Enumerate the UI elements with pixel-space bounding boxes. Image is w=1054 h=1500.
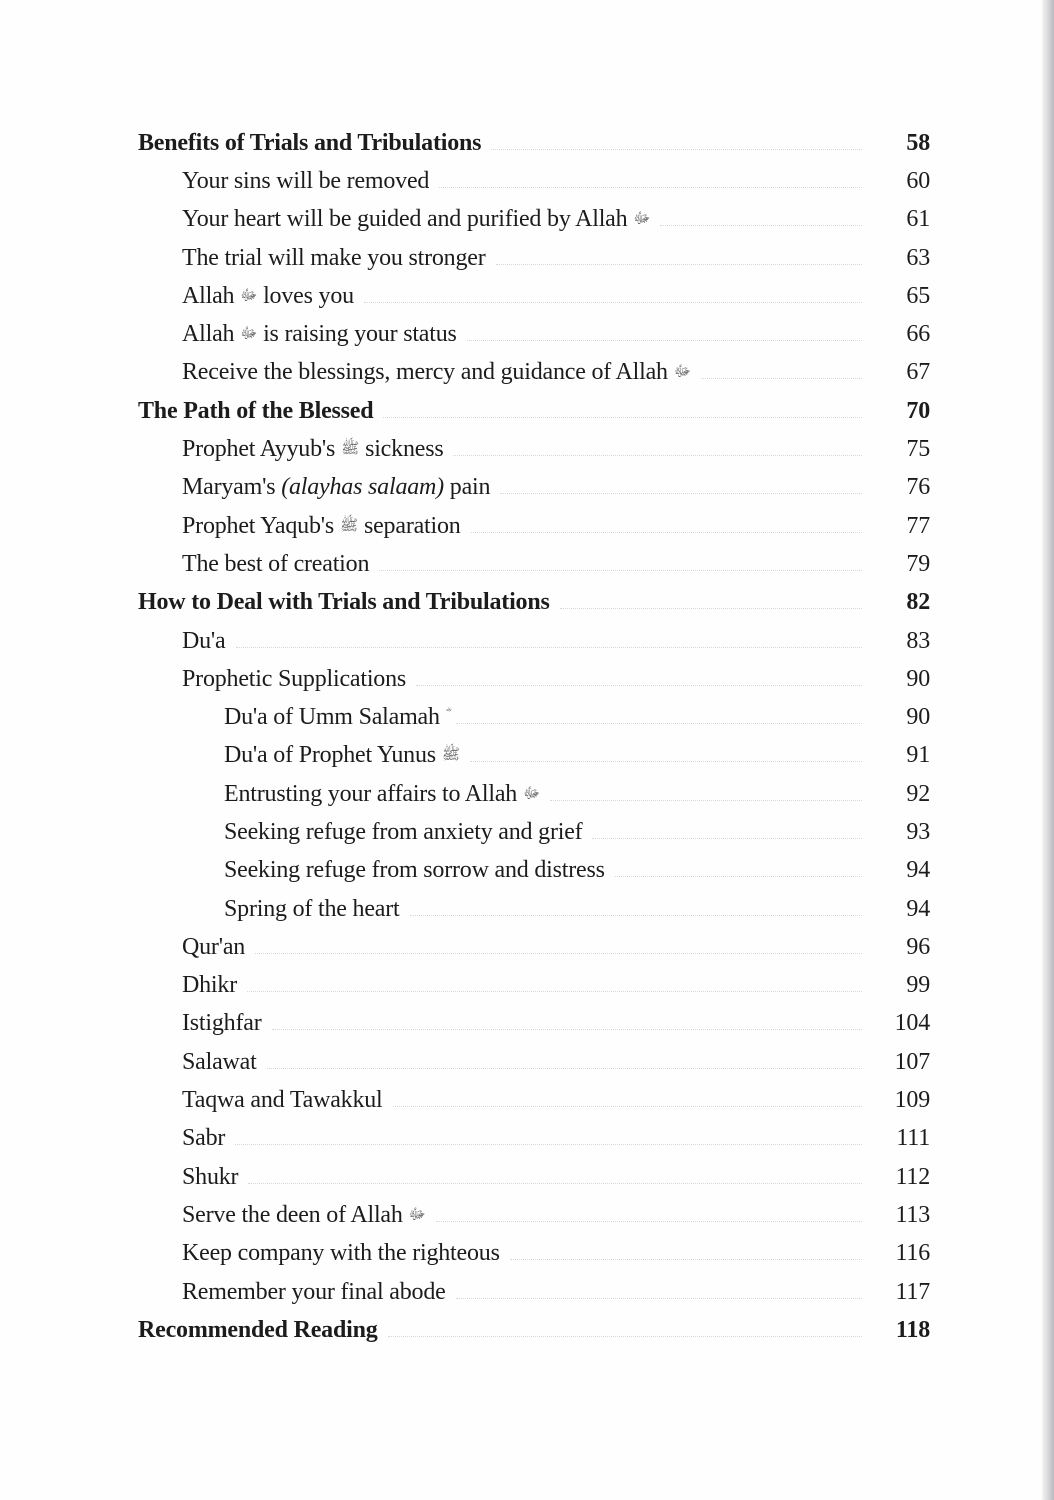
toc-title-text: Prophet Yaqub's — [182, 512, 335, 539]
toc-entry-title — [224, 857, 605, 884]
toc-title-text: Your sins will be removed — [182, 167, 430, 194]
toc-section-entry — [0, 201, 1054, 239]
toc-page-number: 112 — [895, 1163, 930, 1190]
dot-leader — [510, 1259, 862, 1260]
dot-leader — [379, 570, 862, 571]
dot-leader — [248, 1183, 862, 1184]
dot-leader — [496, 264, 862, 265]
toc-page-number: 90 — [906, 704, 930, 731]
toc-entry-title — [224, 896, 400, 923]
toc-entry-title — [182, 1202, 426, 1229]
dot-leader — [500, 493, 862, 494]
dot-leader — [615, 876, 862, 877]
toc-chapter-entry — [0, 584, 1054, 622]
toc-section-entry — [0, 1081, 1054, 1119]
toc-entry-title — [182, 436, 443, 463]
honorific-icon: ﷻ — [240, 326, 258, 343]
toc-title-text: Prophetic Supplications — [182, 665, 407, 692]
toc-page-number: 79 — [906, 550, 930, 577]
dot-leader — [416, 685, 862, 686]
toc-title-text-after: sickness — [365, 436, 444, 463]
toc-title-text: Taqwa and Tawakkul — [182, 1087, 383, 1114]
toc-section-entry — [0, 1235, 1054, 1273]
toc-entry-title — [182, 666, 406, 693]
toc-title-text: Du'a of Umm Salamah — [224, 704, 440, 731]
toc-section-entry — [0, 430, 1054, 468]
dot-leader — [393, 1106, 862, 1107]
toc-title-text: Seeking refuge from sorrow and distress — [224, 857, 605, 884]
toc-entry-title — [182, 1049, 257, 1076]
toc-entry-title — [182, 972, 237, 999]
honorific-icon: ﷺ — [341, 441, 360, 458]
toc-section-entry — [0, 354, 1054, 392]
toc-section-entry — [0, 928, 1054, 966]
toc-entry-title — [182, 1125, 225, 1152]
toc-entry-title — [182, 1279, 446, 1306]
dot-leader — [410, 915, 863, 916]
toc-chapter-entry — [0, 392, 1054, 430]
dot-leader — [235, 1144, 862, 1145]
toc-title-text: Serve the deen of Allah — [182, 1201, 403, 1228]
dot-leader — [267, 1068, 862, 1069]
dot-leader — [439, 187, 862, 188]
toc-page-number: 82 — [906, 589, 930, 616]
page-edge-shadow — [1042, 0, 1054, 1500]
toc-entry-title — [182, 321, 457, 348]
dot-leader — [388, 1336, 862, 1337]
toc-chapter-entry — [0, 1311, 1054, 1349]
toc-title-text-after: is raising your status — [263, 321, 457, 348]
honorific-icon: ﷻ — [673, 364, 691, 381]
toc-section-entry — [0, 1005, 1054, 1043]
toc-section-entry — [0, 162, 1054, 200]
toc-entry-title — [182, 245, 486, 272]
toc-section-entry — [0, 1196, 1054, 1234]
toc-page-number: 91 — [906, 742, 930, 769]
toc-page-number: 60 — [906, 167, 930, 194]
dot-leader — [660, 225, 862, 226]
toc-entry-title — [182, 1164, 238, 1191]
toc-page-number: 118 — [895, 1316, 930, 1343]
toc-page-number: 104 — [894, 1010, 930, 1037]
toc-entry-title — [182, 551, 369, 578]
toc-title-text: Sabr — [182, 1125, 226, 1152]
toc-page-number: 65 — [906, 282, 930, 309]
dot-leader — [592, 838, 862, 839]
toc-page-number: 116 — [895, 1240, 930, 1267]
toc-page-number: 94 — [906, 857, 930, 884]
toc-title-text: The best of creation — [182, 550, 370, 577]
toc-section-entry — [0, 967, 1054, 1005]
toc-title-text: Receive the blessings, mercy and guidance of Allah — [182, 359, 668, 386]
table-of-contents — [0, 124, 1054, 1350]
honorific-icon: ﷺ — [340, 517, 359, 534]
toc-entry-title — [182, 359, 691, 386]
toc-title-text: Qur'an — [182, 933, 246, 960]
dot-leader — [491, 149, 862, 150]
toc-title-text: Allah — [182, 282, 235, 309]
toc-section-entry — [0, 1158, 1054, 1196]
honorific-icon: ﷻ — [240, 287, 258, 304]
dot-leader — [701, 378, 862, 379]
toc-subsection-entry — [0, 890, 1054, 928]
toc-page-number: 99 — [906, 972, 930, 999]
toc-page-number: 93 — [906, 818, 930, 845]
toc-title-text: Your heart will be guided and purified by Allah — [182, 206, 628, 233]
toc-title-text: Allah — [182, 321, 235, 348]
toc-page-number: 92 — [906, 780, 930, 807]
toc-title-italic: (alayhas salaam) — [281, 474, 444, 501]
toc-entry-title — [138, 1317, 378, 1344]
toc-entry-title — [182, 513, 461, 540]
toc-entry-title — [138, 589, 550, 616]
dot-leader — [470, 761, 862, 762]
toc-title-text-after: pain — [449, 474, 491, 501]
toc-title-text: Prophet Ayyub's — [182, 436, 336, 463]
toc-page-number: 94 — [906, 895, 930, 922]
toc-section-entry — [0, 277, 1054, 315]
toc-title-text: Du'a — [182, 627, 226, 654]
toc-section-entry — [0, 545, 1054, 583]
honorific-icon: ﷻ — [408, 1206, 426, 1223]
toc-chapter-entry — [0, 124, 1054, 162]
toc-entry-title — [182, 206, 650, 233]
toc-page-number: 96 — [906, 933, 930, 960]
toc-entry-title — [138, 398, 373, 425]
toc-title-text: Istighfar — [182, 1010, 262, 1037]
toc-page-number: 61 — [906, 206, 930, 233]
dot-leader — [255, 953, 862, 954]
toc-page-number: 67 — [906, 359, 930, 386]
toc-title-text: The trial will make you stronger — [182, 244, 486, 271]
dot-leader — [560, 608, 862, 609]
toc-title-text: Spring of the heart — [224, 895, 400, 922]
toc-page-number: 70 — [906, 397, 930, 424]
toc-page-number: 63 — [906, 244, 930, 271]
toc-title-text: Salawat — [182, 1048, 257, 1075]
toc-subsection-entry — [0, 852, 1054, 890]
honorific-icon: ﷻ — [523, 785, 541, 802]
dot-leader — [247, 991, 862, 992]
toc-title-text: Du'a of Prophet Yunus — [224, 742, 436, 769]
toc-section-entry — [0, 239, 1054, 277]
honorific-icon: ﷺ — [441, 747, 461, 764]
toc-section-entry — [0, 469, 1054, 507]
toc-title-text: Recommended Reading — [138, 1316, 378, 1343]
toc-entry-title — [224, 742, 460, 769]
toc-title-text: Entrusting your affairs to Allah — [224, 780, 518, 807]
toc-section-entry — [0, 622, 1054, 660]
toc-title-text: Dhikr — [182, 972, 237, 999]
toc-entry-title — [182, 1010, 262, 1037]
toc-page-number: 58 — [906, 129, 930, 156]
toc-section-entry — [0, 507, 1054, 545]
toc-section-entry — [0, 315, 1054, 353]
toc-page-number: 75 — [906, 436, 930, 463]
toc-entry-title — [224, 704, 446, 731]
toc-subsection-entry — [0, 813, 1054, 851]
toc-page-number: 117 — [895, 1278, 930, 1305]
toc-page-number: 76 — [906, 474, 930, 501]
toc-section-entry — [0, 1120, 1054, 1158]
toc-page-number: 66 — [906, 321, 930, 348]
toc-section-entry — [0, 1273, 1054, 1311]
toc-page-number: 107 — [894, 1048, 930, 1075]
dot-leader — [272, 1029, 862, 1030]
dot-leader — [550, 800, 862, 801]
toc-title-text-after: loves you — [263, 282, 354, 309]
dot-leader — [436, 1221, 862, 1222]
toc-subsection-entry — [0, 737, 1054, 775]
toc-entry-title — [224, 781, 540, 808]
toc-page-number: 77 — [906, 512, 930, 539]
toc-title-text: The Path of the Blessed — [138, 397, 374, 424]
toc-entry-title — [182, 628, 226, 655]
dot-leader — [456, 723, 862, 724]
toc-title-text: Remember your final abode — [182, 1278, 446, 1305]
toc-title-text: Maryam's — [182, 474, 276, 501]
dot-leader — [364, 302, 862, 303]
toc-page-number: 113 — [895, 1201, 930, 1228]
dot-leader — [456, 1298, 862, 1299]
toc-entry-title — [182, 168, 429, 195]
toc-entry-title — [224, 819, 582, 846]
toc-page-number: 90 — [906, 665, 930, 692]
dot-leader — [453, 455, 862, 456]
toc-entry-title — [182, 474, 490, 501]
dot-leader — [236, 647, 862, 648]
toc-entry-title — [182, 934, 245, 961]
honorific-icon: ﷻ — [633, 211, 651, 228]
toc-title-text: Shukr — [182, 1163, 239, 1190]
dot-leader — [467, 340, 862, 341]
toc-page-number: 109 — [894, 1087, 930, 1114]
toc-title-text: Seeking refuge from anxiety and grief — [224, 818, 583, 845]
dot-leader — [383, 417, 862, 418]
toc-title-text-after: separation — [363, 512, 461, 539]
toc-title-text: Keep company with the righteous — [182, 1240, 500, 1267]
toc-section-entry — [0, 1043, 1054, 1081]
dot-leader — [471, 532, 862, 533]
toc-entry-title — [182, 1240, 500, 1267]
toc-subsection-entry — [0, 775, 1054, 813]
toc-section-entry — [0, 660, 1054, 698]
toc-entry-title — [182, 283, 354, 310]
toc-entry-title — [182, 1087, 383, 1114]
toc-entry-title — [138, 130, 481, 157]
toc-page-number: 83 — [906, 627, 930, 654]
toc-page-number: 111 — [896, 1125, 930, 1152]
toc-title-text: How to Deal with Trials and Tribulations — [138, 589, 550, 616]
toc-title-text: Benefits of Trials and Tribulations — [138, 129, 482, 156]
toc-subsection-entry — [0, 698, 1054, 736]
